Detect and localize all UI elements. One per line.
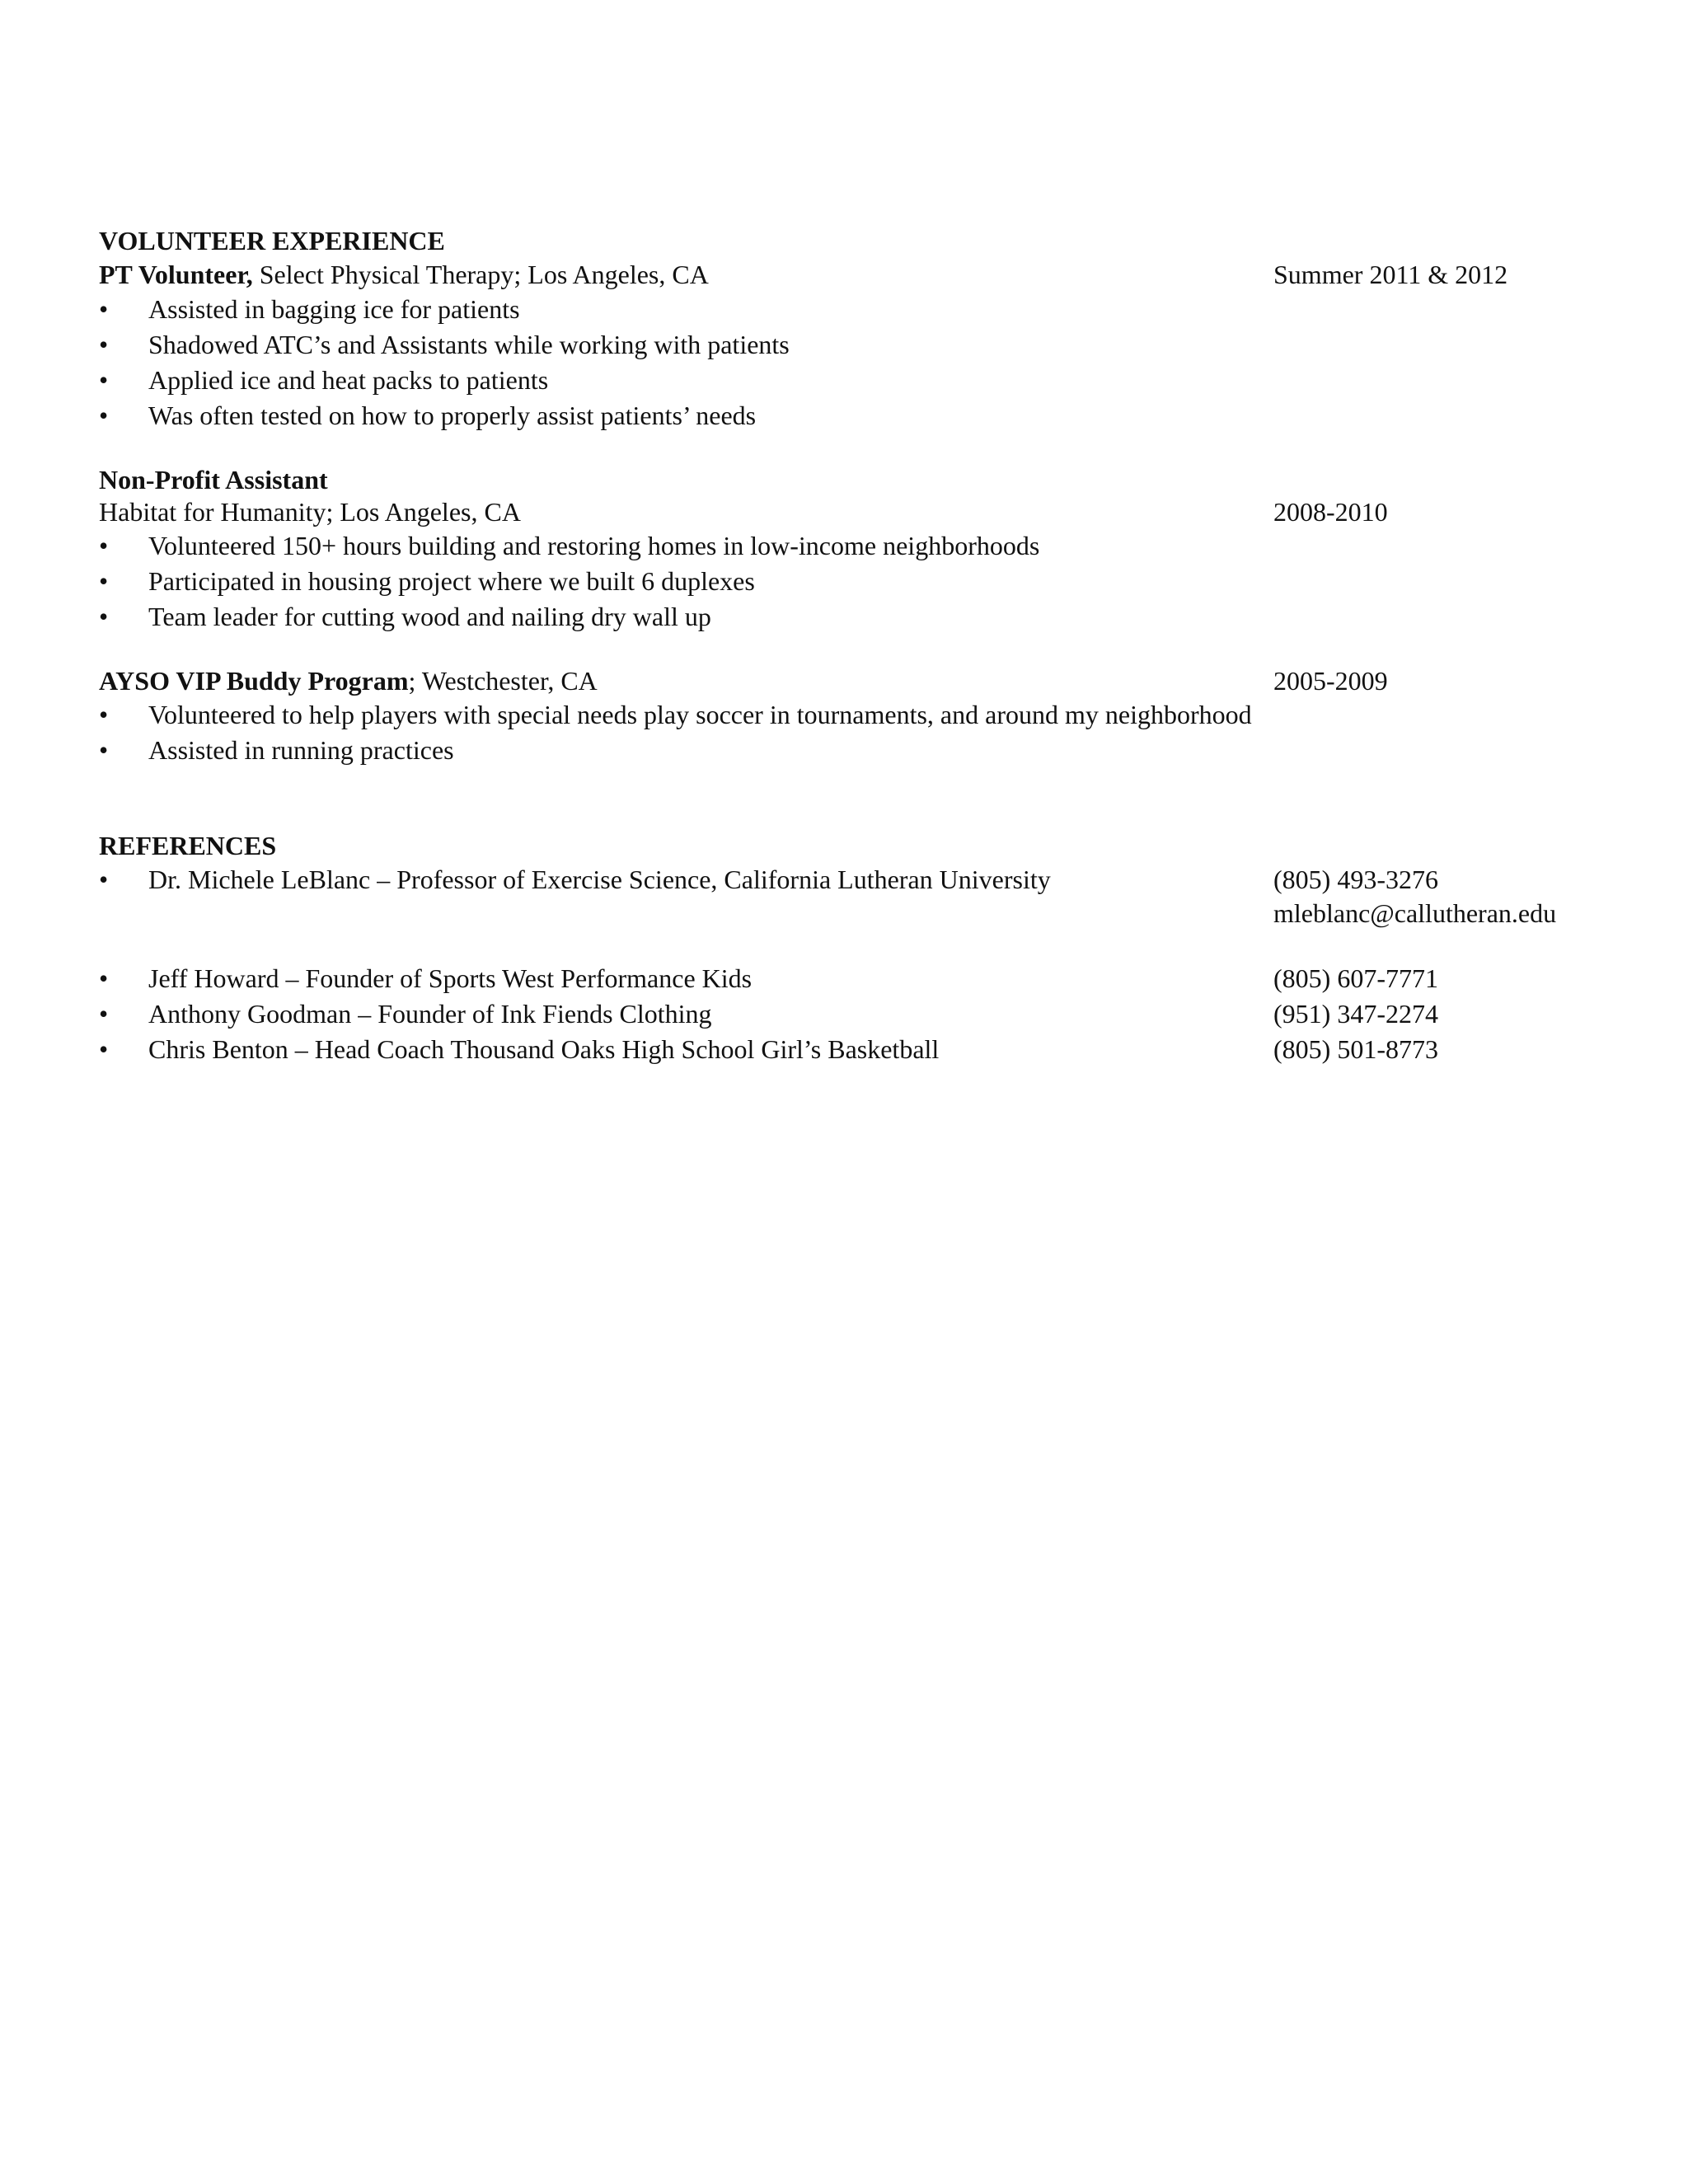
pt-volunteer-line [99,257,709,293]
pt-bullet-4: Was often tested on how to properly assist patients’ needs [148,401,757,430]
habitat-dates: 2008-2010 [1273,497,1388,527]
ayso-line [99,663,598,699]
reference-2-text: Jeff Howard – Founder of Sports West Performance Kids [148,963,753,993]
pt-bullet-2: Shadowed ATC’s and Assistants while working with patients [148,330,790,359]
ayso-bullet-1: Volunteered to help players with special needs play soccer in tournaments, and around my neighborhood [148,700,1252,729]
pt-volunteer-dates: Summer 2011 & 2012 [1273,260,1508,289]
bullet-icon: • [99,999,109,1029]
bullet-icon: • [99,566,109,596]
habitat-bullet-3: Team leader for cutting wood and nailing dry wall up [148,602,711,631]
bullet-icon: • [99,602,109,631]
reference-1-email: mleblanc@callutheran.edu [1273,898,1557,928]
bullet-icon: • [99,865,109,894]
pt-bullet-3: Applied ice and heat packs to patients [148,365,549,395]
bullet-icon: • [99,735,109,765]
pt-bullet-1: Assisted in bagging ice for patients [148,294,520,324]
reference-3-phone: (951) 347-2274 [1273,999,1438,1029]
bullet-icon: • [99,401,109,430]
reference-1-phone: (805) 493-3276 [1273,865,1438,894]
bullet-icon: • [99,1034,109,1064]
ayso-title: AYSO VIP Buddy Program [99,666,409,696]
habitat-org: Habitat for Humanity; Los Angeles, CA [99,497,521,527]
reference-3-text: Anthony Goodman – Founder of Ink Fiends Clothing [148,999,712,1029]
reference-4-text: Chris Benton – Head Coach Thousand Oaks High School Girl’s Basketball [148,1034,940,1064]
ayso-dates: 2005-2009 [1273,666,1388,696]
bullet-icon: • [99,531,109,560]
bullet-icon: • [99,365,109,395]
pt-volunteer-title: PT Volunteer, [99,260,253,289]
volunteer-heading: VOLUNTEER EXPERIENCE [99,226,445,255]
reference-2-phone: (805) 607-7771 [1273,963,1438,993]
ayso-bullet-2: Assisted in running practices [148,735,454,765]
habitat-bullet-1: Volunteered 150+ hours building and restoring homes in low-income neighborhoods [148,531,1040,560]
reference-4-phone: (805) 501-8773 [1273,1034,1438,1064]
habitat-title: Non-Profit Assistant [99,465,328,494]
reference-1-text: Dr. Michele LeBlanc – Professor of Exercise Science, California Lutheran University [148,865,1051,894]
bullet-icon: • [99,700,109,729]
bullet-icon: • [99,963,109,993]
bullet-icon: • [99,330,109,359]
habitat-bullet-2: Participated in housing project where we built 6 duplexes [148,566,755,596]
bullet-icon: • [99,294,109,324]
ayso-org: ; Westchester, CA [408,666,598,696]
pt-volunteer-org: Select Physical Therapy; Los Angeles, CA [252,260,709,289]
references-heading: REFERENCES [99,831,277,860]
